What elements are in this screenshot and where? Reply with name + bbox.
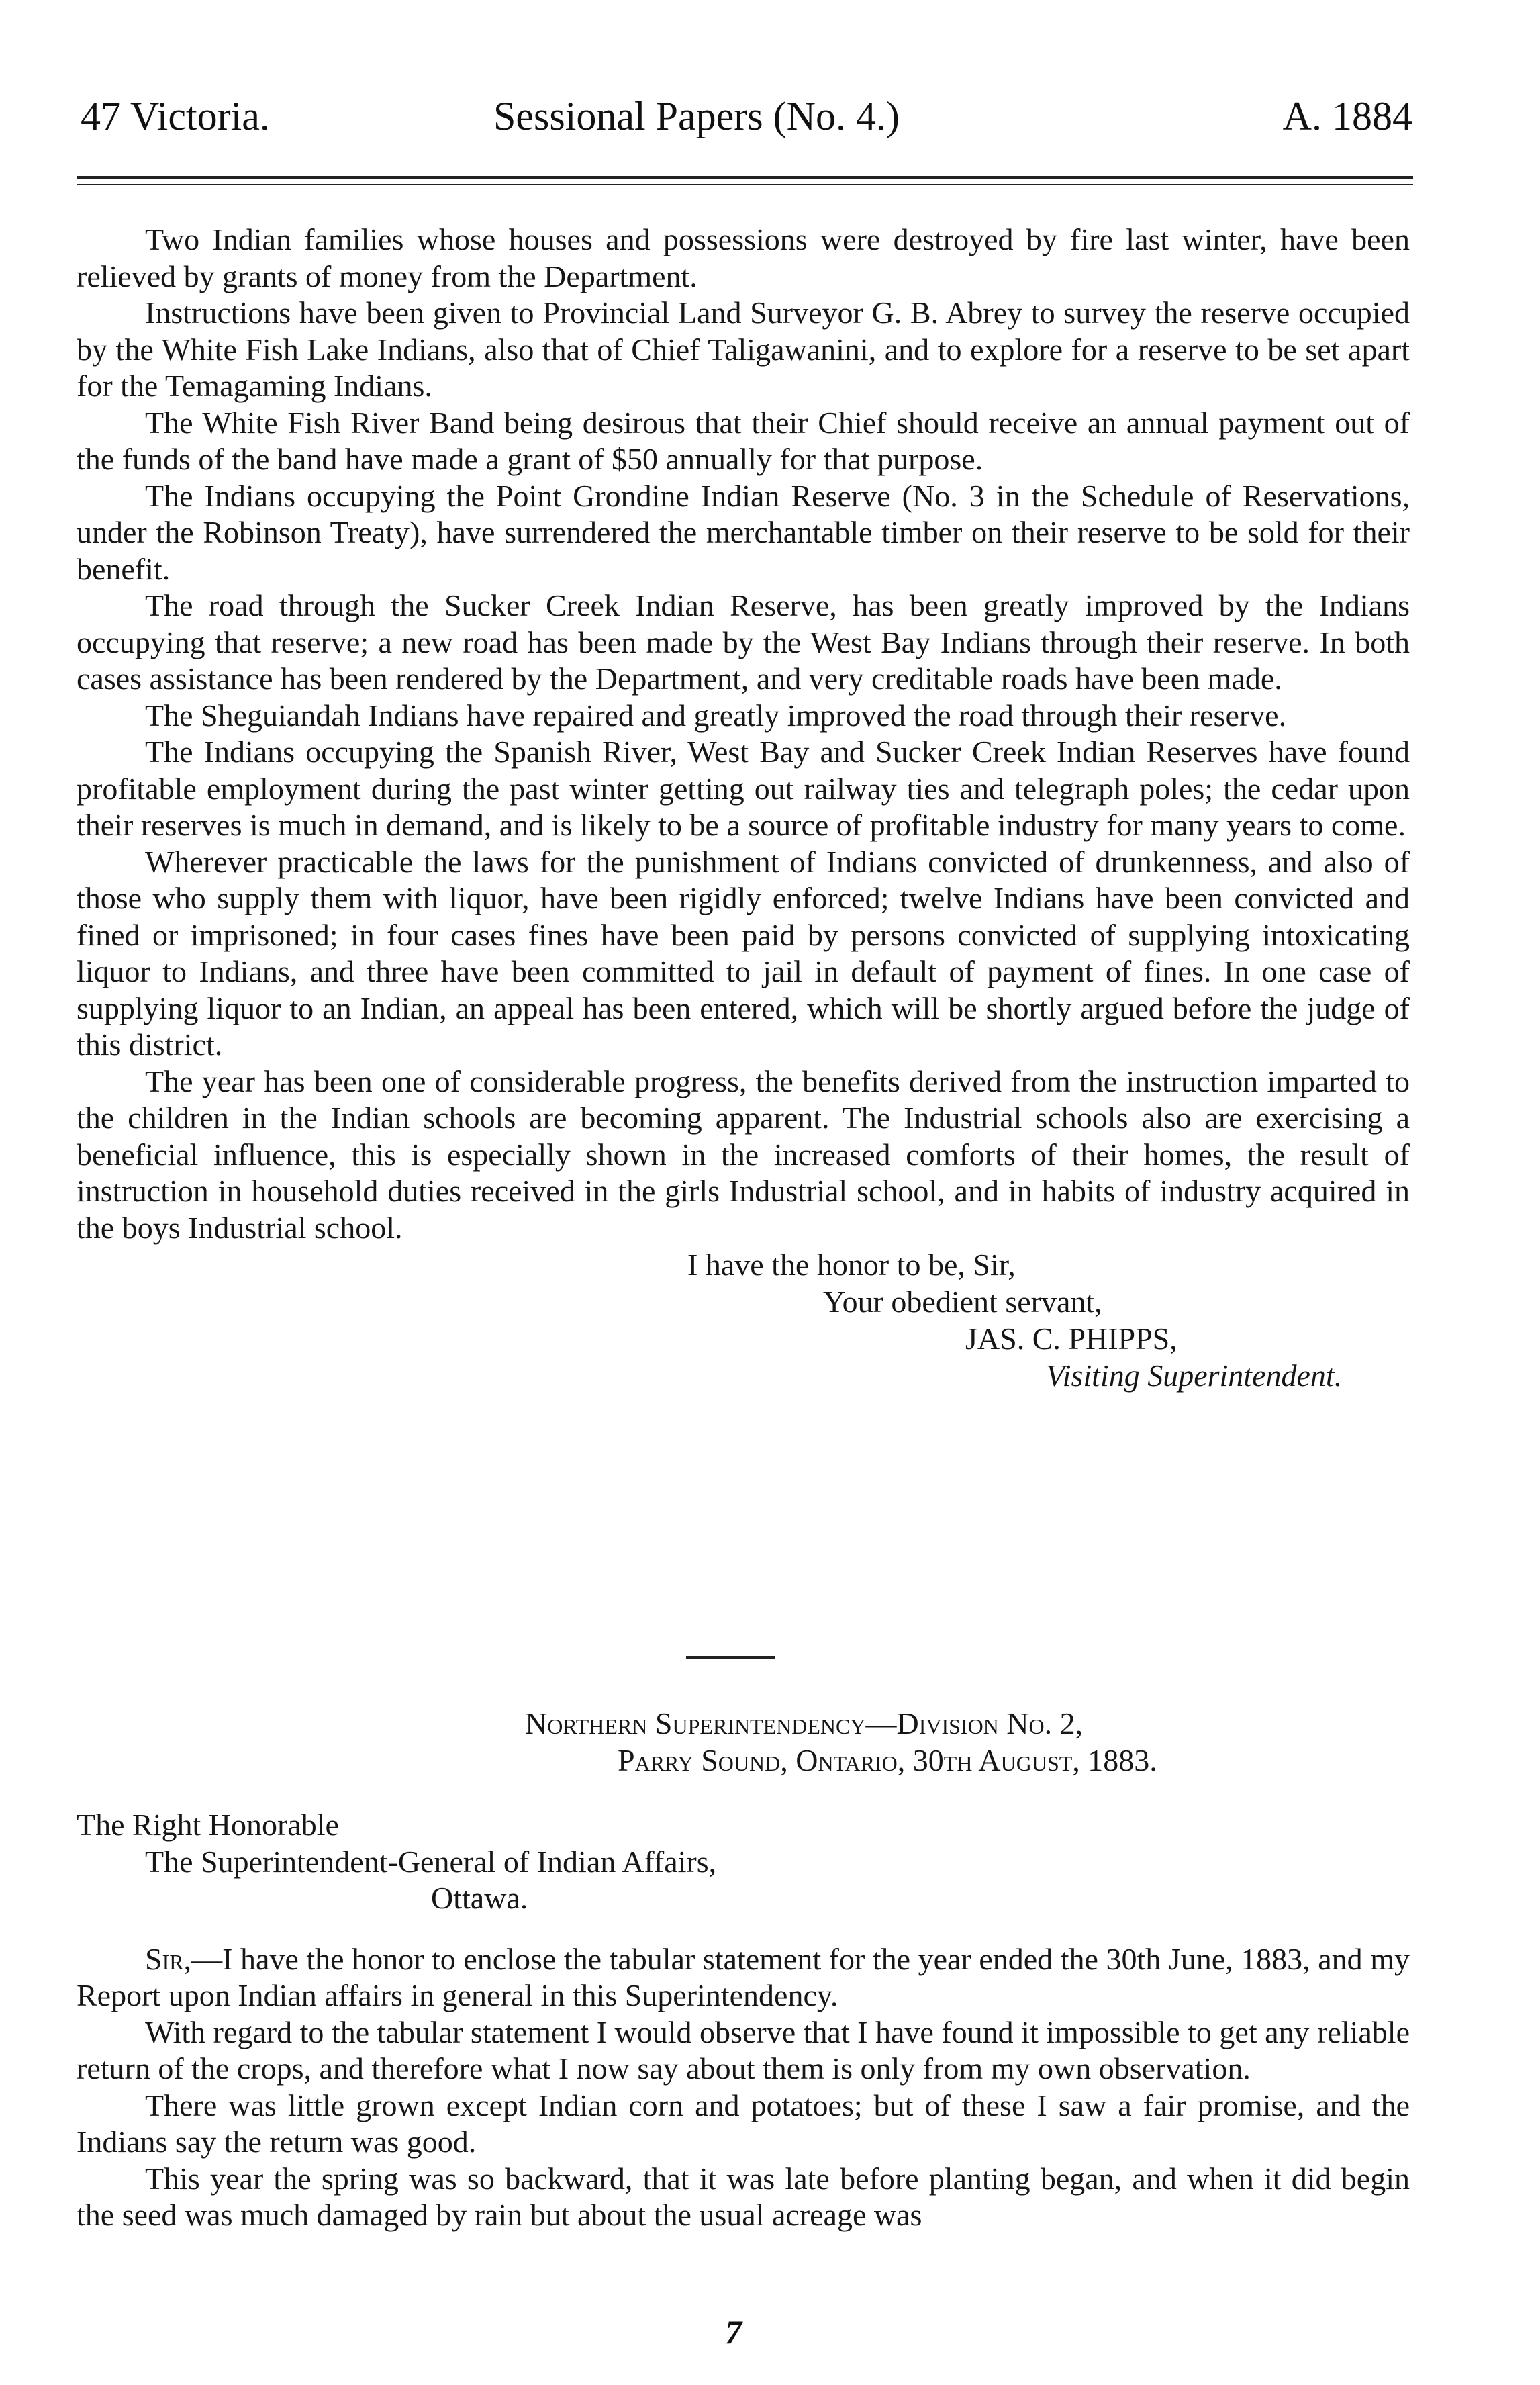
closing-line: I have the honor to be, Sir, [687, 1248, 1016, 1282]
page-number: 7 [725, 2313, 742, 2351]
paragraph: The Indians occupying the Spanish River, West Bay and Sucker Creek Indian Reserves have found profitable employment during the past winter getting out railway ties and telegraph poles; the cedar upon their reserves is much in demand, and is likely to be a source of profitable industry for many years to come. [77, 735, 1410, 842]
paragraph: The Sheguiandah Indians have repaired and greatly improved the road through their reserve. [145, 698, 1287, 733]
signatory-name: JAS. C. PHIPPS, [965, 1321, 1177, 1356]
running-header [81, 86, 1412, 146]
paragraph: With regard to the tabular statement I would observe that I have found it impossible to get any reliable return of the crops, and therefore what I now say about them is only from my own observation. [77, 2014, 1410, 2086]
paragraph: The year has been one of considerable progress, the benefits derived from the instruction imparted to the children in the Indian schools are becoming apparent. The Industrial schools also are exercising a beneficial influence, this is especially shown in the increased comforts of their homes, the result of instruction in household duties received in the girls Industrial school, and in habits of industry acquired in the boys Industrial school. [77, 1064, 1410, 1245]
salutation: Sir, [145, 1941, 192, 1976]
paragraph: The Indians occupying the Point Grondine Indian Reserve (No. 3 in the Schedule of Reservations, under the Robinson Treaty), have surrendered the merchantable timber on their reserve to be sold for their benefit. [77, 478, 1410, 586]
header-year: A. 1884 [1282, 94, 1412, 138]
header-volume: 47 Victoria. [81, 94, 270, 138]
signature-block [77, 1246, 1410, 1394]
paragraph: There was little grown except Indian corn and potatoes; but of these I saw a fair promise, and the Indians say the return was good. [77, 2088, 1410, 2159]
paragraph: The White Fish River Band being desirous that their Chief should receive an annual payment out of the funds of the band have made a grant of $50 annually for that purpose. [77, 405, 1410, 476]
header-title: Sessional Papers (No. 4.) [493, 94, 900, 138]
paragraph-text: —I have the honor to enclose the tabular statement for the year ended the 30th June, 1883, and my Report upon Indian affairs in general in this Superintendency. [77, 1941, 1410, 2012]
second-report [77, 1705, 1410, 2234]
section-divider [686, 1656, 775, 1659]
closing-line: Your obedient servant, [823, 1284, 1102, 1319]
address-line: The Right Honorable [77, 1808, 339, 1842]
address-line: The Superintendent-General of Indian Affairs, [145, 1844, 717, 1879]
paragraph [77, 1941, 1410, 2014]
header-rule-thin [77, 184, 1413, 185]
report-heading: Northern Superintendency—Division No. 2, [525, 1706, 1084, 1740]
paragraph: The road through the Sucker Creek Indian Reserve, has been greatly improved by the Indians occupying that reserve; a new road has been made by the West Bay Indians through their reserve. In both cases assistance has been rendered by the Department, and very creditable roads have been made. [77, 588, 1410, 696]
report-dateline: Parry Sound, Ontario, 30th August, 1883. [618, 1742, 1157, 1777]
paragraph: Instructions have been given to Provincial Land Surveyor G. B. Abrey to survey the reserve occupied by the White Fish Lake Indians, also that of Chief Taligawanini, and to explore for a reserve to be set apart for the Temagaming Indians. [77, 295, 1410, 403]
signatory-title: Visiting Superintendent. [1046, 1358, 1343, 1393]
header-rule-thick [77, 176, 1413, 179]
address-line: Ottawa. [431, 1881, 528, 1915]
report-body [77, 222, 1410, 1394]
paragraph: Wherever practicable the laws for the punishment of Indians convicted of drunkenness, and also of those who supply them with liquor, have been rigidly enforced; twelve Indians have been convicted and fined or imprisoned; in four cases fines have been paid by persons convicted of supplying intoxicating liquor to Indians, and three have been committed to jail in default of payment of fines. In one case of supplying liquor to an Indian, an appeal has been entered, which will be shortly argued before the judge of this district. [77, 844, 1410, 1062]
paragraph: Two Indian families whose houses and possessions were destroyed by fire last winter, have been relieved by grants of money from the Department. [77, 222, 1410, 293]
paragraph: This year the spring was so backward, that it was late before planting began, and when it did begin the seed was much damaged by rain but about the usual acreage was [77, 2161, 1410, 2232]
